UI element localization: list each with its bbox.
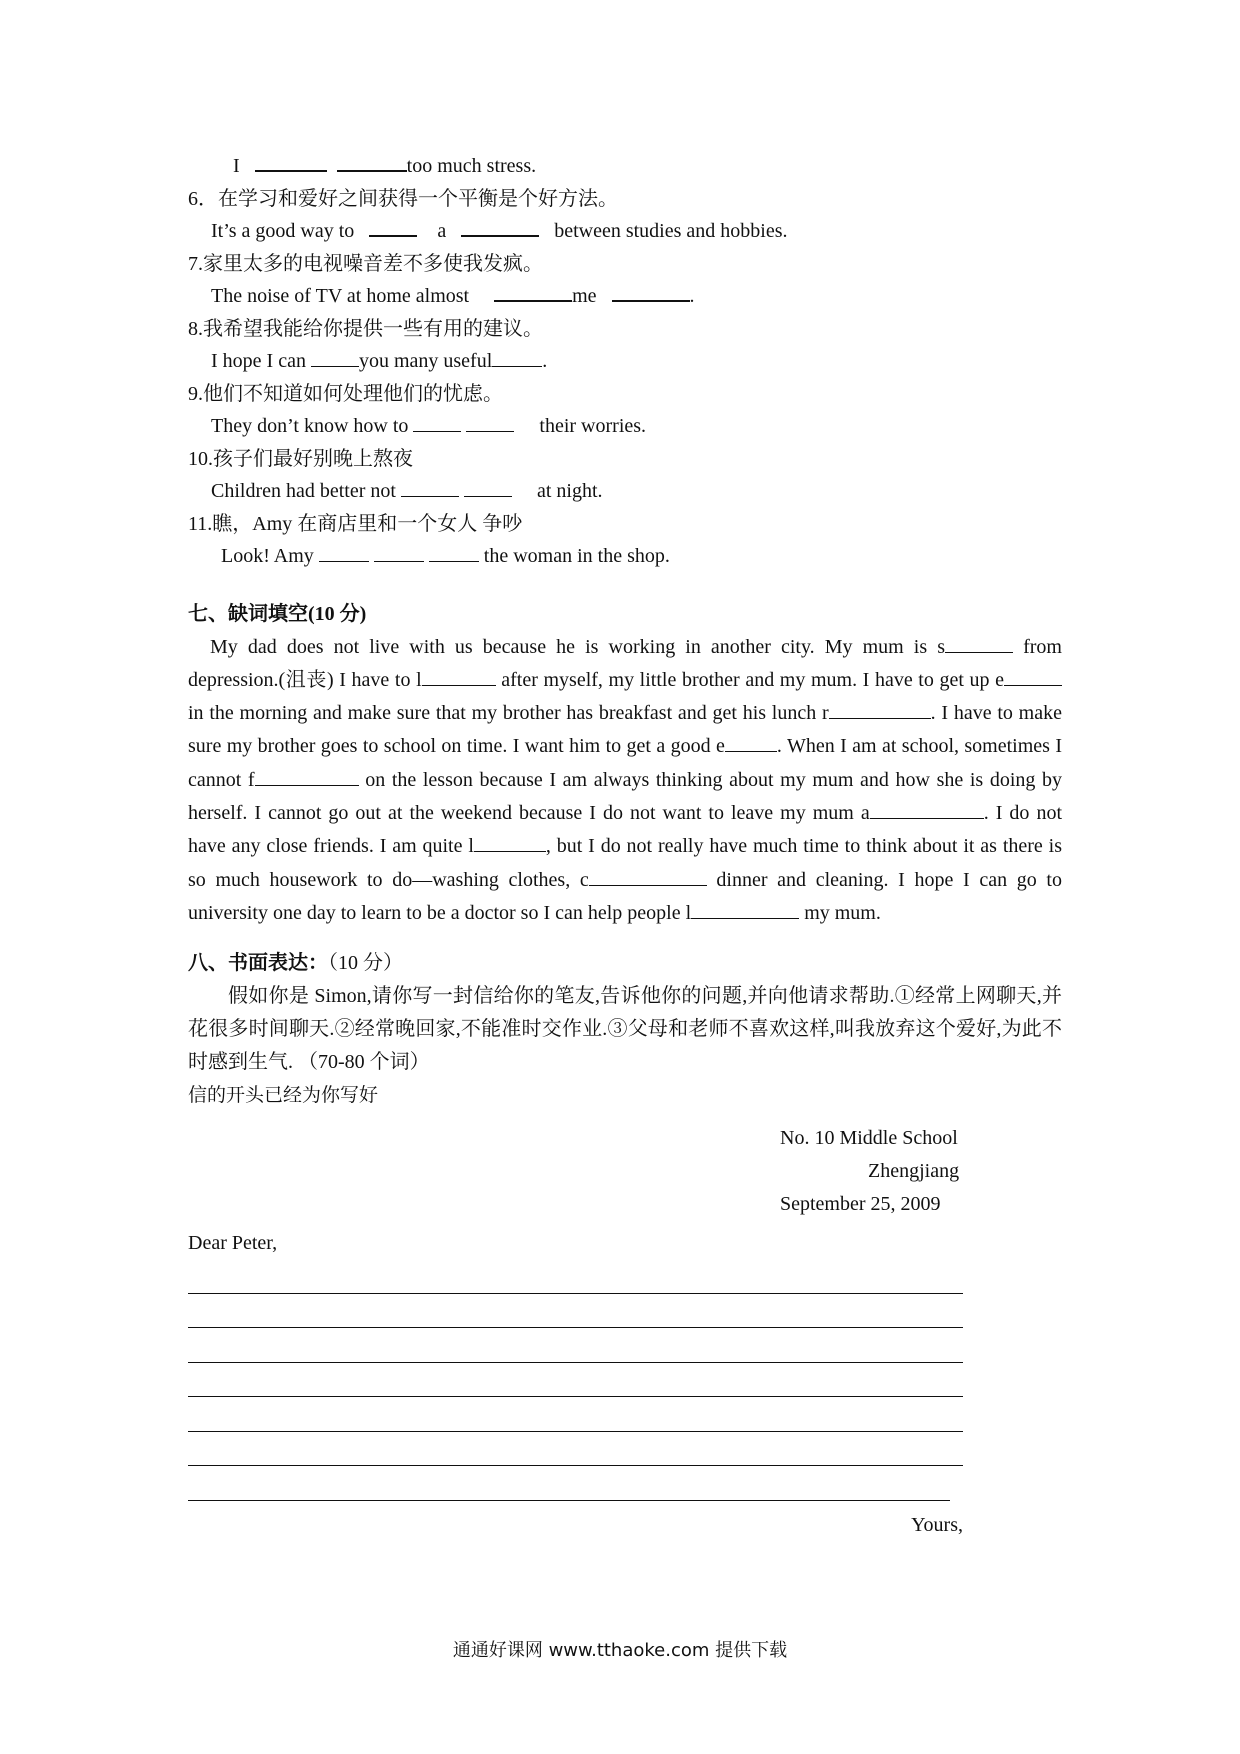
q5-post: too much stress. bbox=[406, 155, 537, 177]
q6-text-c: between studies and hobbies. bbox=[554, 220, 788, 242]
q8-chinese: 8.我希望我能给你提供一些有用的建议。 bbox=[188, 317, 543, 340]
q11-english-line bbox=[188, 540, 1062, 573]
blank[interactable] bbox=[413, 413, 461, 432]
q5-english-line bbox=[188, 150, 1062, 183]
q6-english-line bbox=[188, 215, 1062, 248]
letter-address bbox=[780, 1122, 1062, 1221]
blank[interactable] bbox=[612, 282, 690, 302]
section8-score: （10 分） bbox=[328, 952, 403, 975]
blank[interactable] bbox=[401, 478, 459, 497]
q9-english-line bbox=[188, 410, 1062, 443]
section7-passage bbox=[188, 631, 1062, 931]
q10-text-b: at night. bbox=[536, 480, 603, 502]
blank[interactable] bbox=[429, 543, 479, 562]
q11-text-b: the woman in the shop. bbox=[483, 545, 670, 567]
letter-greeting: Dear Peter, bbox=[188, 1231, 278, 1254]
blank[interactable] bbox=[374, 543, 424, 562]
q6-text-b: a bbox=[437, 220, 447, 242]
footer-credit: 通通好课网 www.tthaoke.com 提供下载 bbox=[452, 1640, 788, 1661]
address-city: Zhengjiang bbox=[868, 1159, 960, 1182]
passage-text: after myself, my little brother and my mum. I have to get up e bbox=[495, 668, 1004, 691]
passage-text: from depression.(沮丧) I have to l bbox=[188, 635, 1062, 691]
blank-8[interactable] bbox=[474, 833, 546, 852]
blank-7[interactable] bbox=[870, 800, 984, 819]
letter-closing: Yours, bbox=[911, 1513, 963, 1536]
writing-area[interactable] bbox=[188, 1259, 963, 1501]
blank[interactable] bbox=[492, 348, 542, 367]
passage-text: on the lesson because I am always thinking about my mum and how she is doing by herself. I cannot go out at the weekend because I do not want to leave my mum a bbox=[188, 768, 1062, 824]
blank-9[interactable] bbox=[589, 867, 707, 886]
q9-chinese: 9.他们不知道如何处理他们的忧虑。 bbox=[188, 382, 503, 405]
q7-text-c: . bbox=[689, 285, 695, 307]
blank-5[interactable] bbox=[725, 733, 777, 752]
write-line[interactable] bbox=[188, 1397, 963, 1432]
blank[interactable] bbox=[461, 217, 539, 237]
blank[interactable] bbox=[337, 152, 407, 172]
blank[interactable] bbox=[255, 152, 327, 172]
write-line[interactable] bbox=[188, 1363, 963, 1398]
blank-3[interactable] bbox=[1004, 667, 1062, 686]
q10-text-a: Children had better not bbox=[211, 480, 396, 502]
write-line[interactable] bbox=[188, 1259, 963, 1294]
blank[interactable] bbox=[311, 348, 359, 367]
passage-text: . I have to make sure my brother goes to school on time. I want him to get a good e bbox=[188, 702, 1062, 758]
q8-english-line bbox=[188, 345, 1062, 378]
blank-1[interactable] bbox=[945, 634, 1013, 653]
passage-text: my mum. bbox=[799, 901, 881, 924]
q7-text-b: me bbox=[572, 285, 597, 307]
blank-4[interactable] bbox=[829, 700, 931, 719]
passage-text: . I do not have any close friends. I am quite l bbox=[188, 801, 1062, 858]
q11-chinese: 11.瞧，Amy 在商店里和一个女人 争吵 bbox=[188, 512, 523, 535]
passage-text: in the morning and make sure that my brother has breakfast and get his lunch r bbox=[188, 702, 829, 725]
blank-10[interactable] bbox=[691, 900, 799, 919]
blank[interactable] bbox=[369, 217, 417, 237]
blank[interactable] bbox=[494, 282, 572, 302]
blank[interactable] bbox=[464, 478, 512, 497]
q7-english-line bbox=[188, 280, 1062, 313]
q5-pre: I bbox=[233, 155, 240, 177]
passage-text: . When I am at school, sometimes I cannot f bbox=[188, 735, 1062, 791]
blank-6[interactable] bbox=[255, 767, 359, 786]
q9-text-a: They don’t know how to bbox=[211, 415, 409, 437]
q9-text-b: their worries. bbox=[539, 415, 647, 437]
q7-chinese: 7.家里太多的电视噪音差不多使我发疯。 bbox=[188, 252, 543, 275]
q10-chinese: 10.孩子们最好别晚上熬夜 bbox=[188, 447, 413, 470]
address-school: No. 10 Middle School bbox=[780, 1126, 958, 1149]
passage-text: My dad does not live with us because he is working in another city. My mum is s bbox=[210, 635, 946, 658]
q7-text-a: The noise of TV at home almost bbox=[211, 285, 470, 307]
section8-note: 信的开头已经为你写好 bbox=[188, 1084, 379, 1107]
q8-text-c: . bbox=[542, 350, 548, 372]
section8-title-text: 八、书面表达： bbox=[188, 952, 328, 975]
worksheet-page bbox=[188, 150, 1062, 1542]
section8-title bbox=[188, 948, 1062, 978]
write-line[interactable] bbox=[188, 1432, 963, 1467]
q8-text-b: you many useful bbox=[358, 350, 493, 372]
q6-text-a: It’s a good way to bbox=[211, 220, 355, 242]
passage-text: , but I do not really have much time to think about it as there is so much housework to do—washing clothes, c bbox=[188, 835, 1062, 891]
passage-text: dinner and cleaning. I hope I can go to university one day to learn to be a doctor so I can help people l bbox=[188, 868, 1062, 924]
q10-english-line bbox=[188, 475, 1062, 508]
section8-prompt: 假如你是 Simon,请你写一封信给你的笔友,告诉他你的问题,并向他请求帮助.①经常上网聊天,并花很多时间聊天.②经常晚回家,不能准时交作业.③父母和老师不喜欢这样,叫我放弃这个爱好,为此不时感到生气. （70-80 个词） bbox=[188, 985, 1062, 1074]
blank[interactable] bbox=[466, 413, 514, 432]
address-date: September 25, 2009 bbox=[780, 1192, 941, 1215]
write-line[interactable] bbox=[188, 1328, 963, 1363]
q8-text-a: I hope I can bbox=[211, 350, 306, 372]
write-line[interactable] bbox=[188, 1466, 950, 1501]
section7-title: 七、缺词填空(10 分) bbox=[188, 602, 367, 625]
blank-2[interactable] bbox=[422, 667, 496, 686]
blank[interactable] bbox=[319, 543, 369, 562]
write-line[interactable] bbox=[188, 1294, 963, 1329]
q11-text-a: Look! Amy bbox=[221, 545, 314, 567]
q6-chinese: 6．在学习和爱好之间获得一个平衡是个好方法。 bbox=[188, 187, 618, 210]
